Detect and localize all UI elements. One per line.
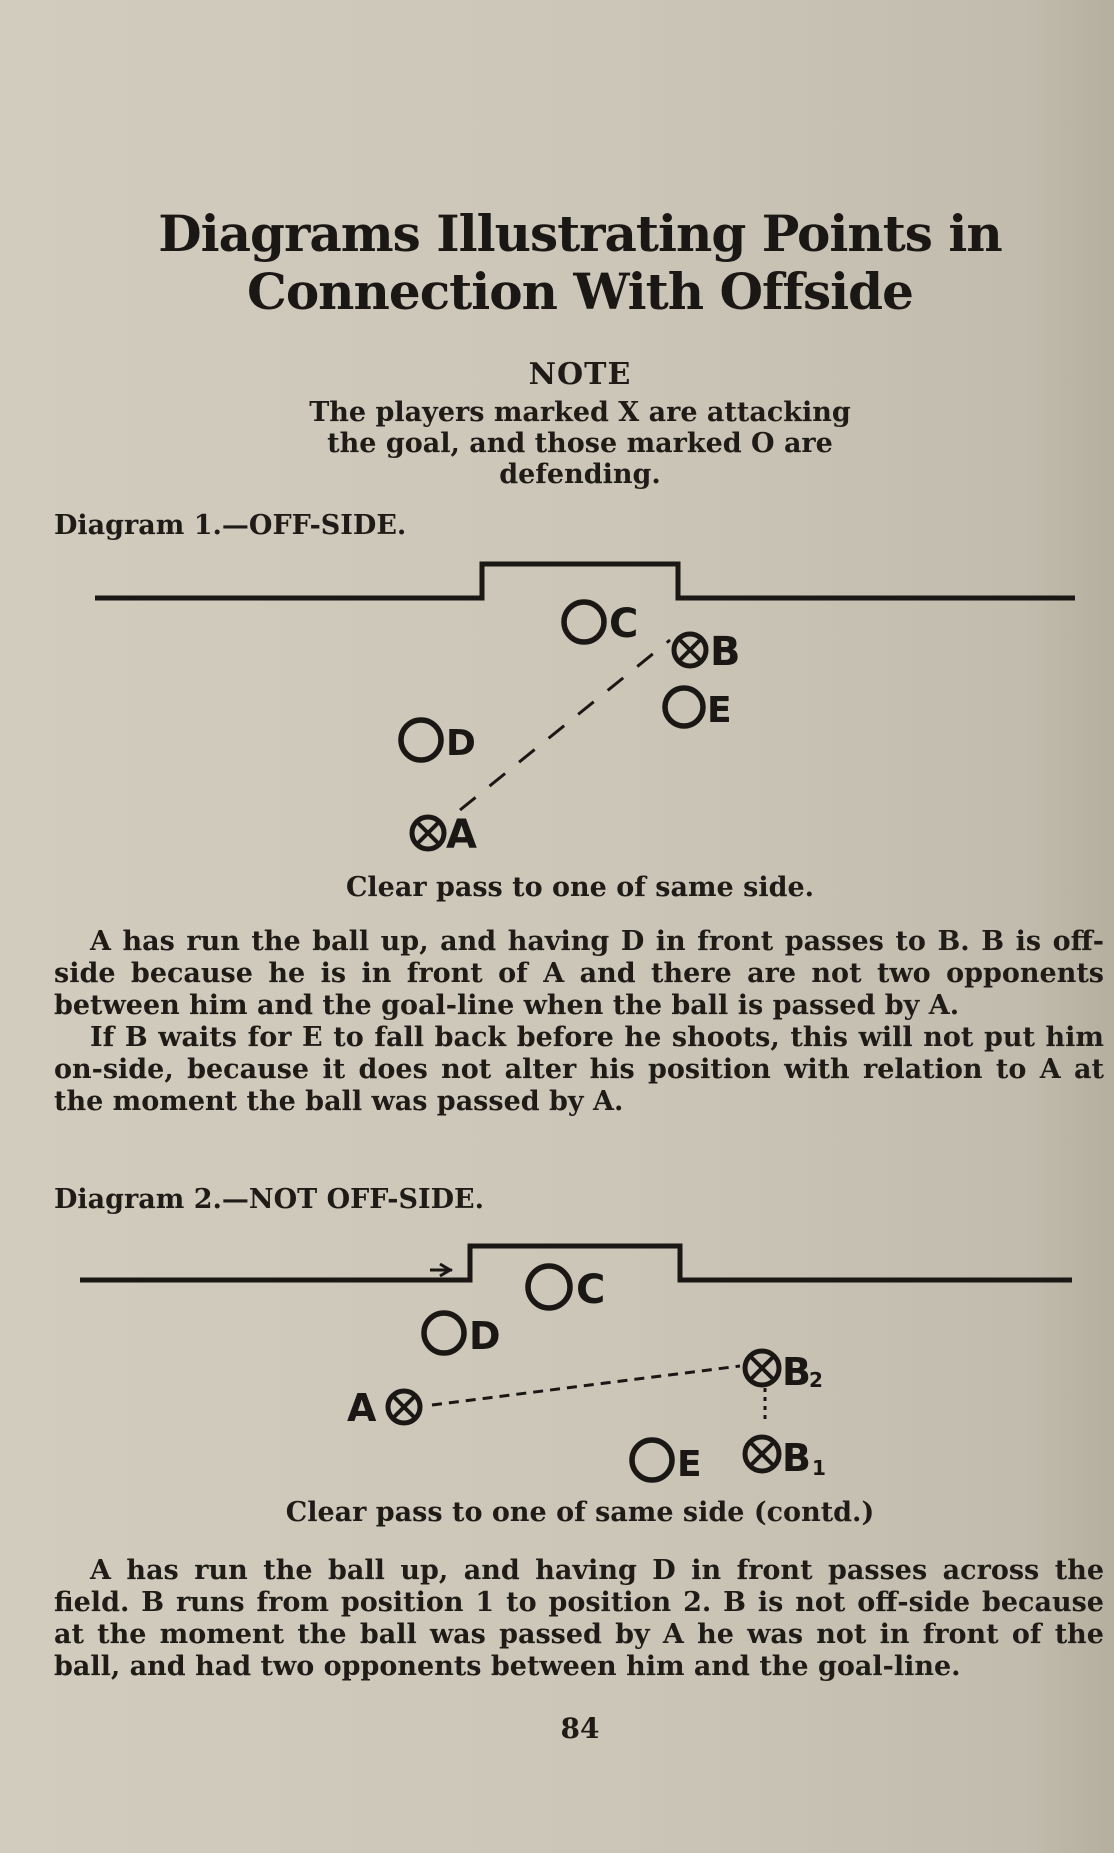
label-a: A: [347, 1386, 377, 1430]
diagram-1-paragraph-1: A has run the ball up, and having D in front passes to B. B is off-side because he is in front of A and there are not two opponents between him and the goal-line when the ball is passed by A.: [54, 926, 1104, 1021]
defender-d: [401, 720, 476, 764]
diagram-2-title: Diagram 2.—NOT OFF-SIDE.: [54, 1184, 484, 1215]
label-b1: B: [782, 1436, 811, 1480]
label-b2-sub: 2: [809, 1368, 823, 1392]
note-heading: NOTE: [528, 357, 632, 392]
diagram-2-caption: Clear pass to one of same side (contd.): [285, 1497, 875, 1528]
diagram-1-explanation: [54, 926, 1104, 1118]
page-title: Diagrams Illustrating Points in Connection With Offside: [158, 204, 1002, 321]
label-e: E: [707, 690, 732, 731]
pass-line: [432, 1366, 740, 1405]
label-b1-sub: 1: [812, 1456, 826, 1480]
label-c: C: [576, 1267, 606, 1313]
defender-c: [564, 601, 638, 647]
diagram-2-explanation: [54, 1555, 1104, 1683]
label-d: D: [469, 1314, 501, 1358]
defender-e: [632, 1440, 702, 1485]
label-b: B: [710, 629, 741, 675]
diagram-1-paragraph-2: If B waits for E to fall back before he shoots, this will not put him on-side, because it does not alter his position with relation to A at the moment the ball was passed by A.: [54, 1022, 1104, 1117]
attacker-b-position-1: [745, 1436, 826, 1480]
defender-c: [528, 1266, 605, 1313]
attacker-a: [412, 812, 477, 858]
defender-e: [665, 688, 732, 731]
attacker-b: [674, 629, 741, 675]
goal-line: [95, 564, 1075, 598]
attacker-a: [347, 1386, 420, 1430]
pass-line: [460, 640, 670, 810]
label-d: D: [446, 723, 476, 764]
defender-d: [424, 1313, 501, 1358]
diagram-2: [0, 1230, 1114, 1530]
label-a: A: [446, 812, 477, 858]
label-b2: B: [782, 1350, 811, 1394]
label-e: E: [677, 1444, 702, 1485]
diagram-1-title: Diagram 1.—OFF-SIDE.: [54, 510, 407, 541]
note-text: The players marked X are attacking the goal, and those marked O are defending.: [309, 397, 851, 490]
page-number: 84: [560, 1712, 600, 1745]
diagram-2-paragraph-1: A has run the ball up, and having D in front passes across the field. B runs from position 1 to position 2. B is not off-side because at the moment the ball was passed by A he was not in front of the ball, and had two opponents between him and the goal-line.: [54, 1555, 1104, 1682]
diagram-1-caption: Clear pass to one of same side.: [345, 872, 815, 903]
attacker-b-position-2: [745, 1350, 823, 1394]
ball-mark: [430, 1264, 452, 1276]
diagram-1: [0, 550, 1114, 870]
label-c: C: [609, 601, 639, 647]
